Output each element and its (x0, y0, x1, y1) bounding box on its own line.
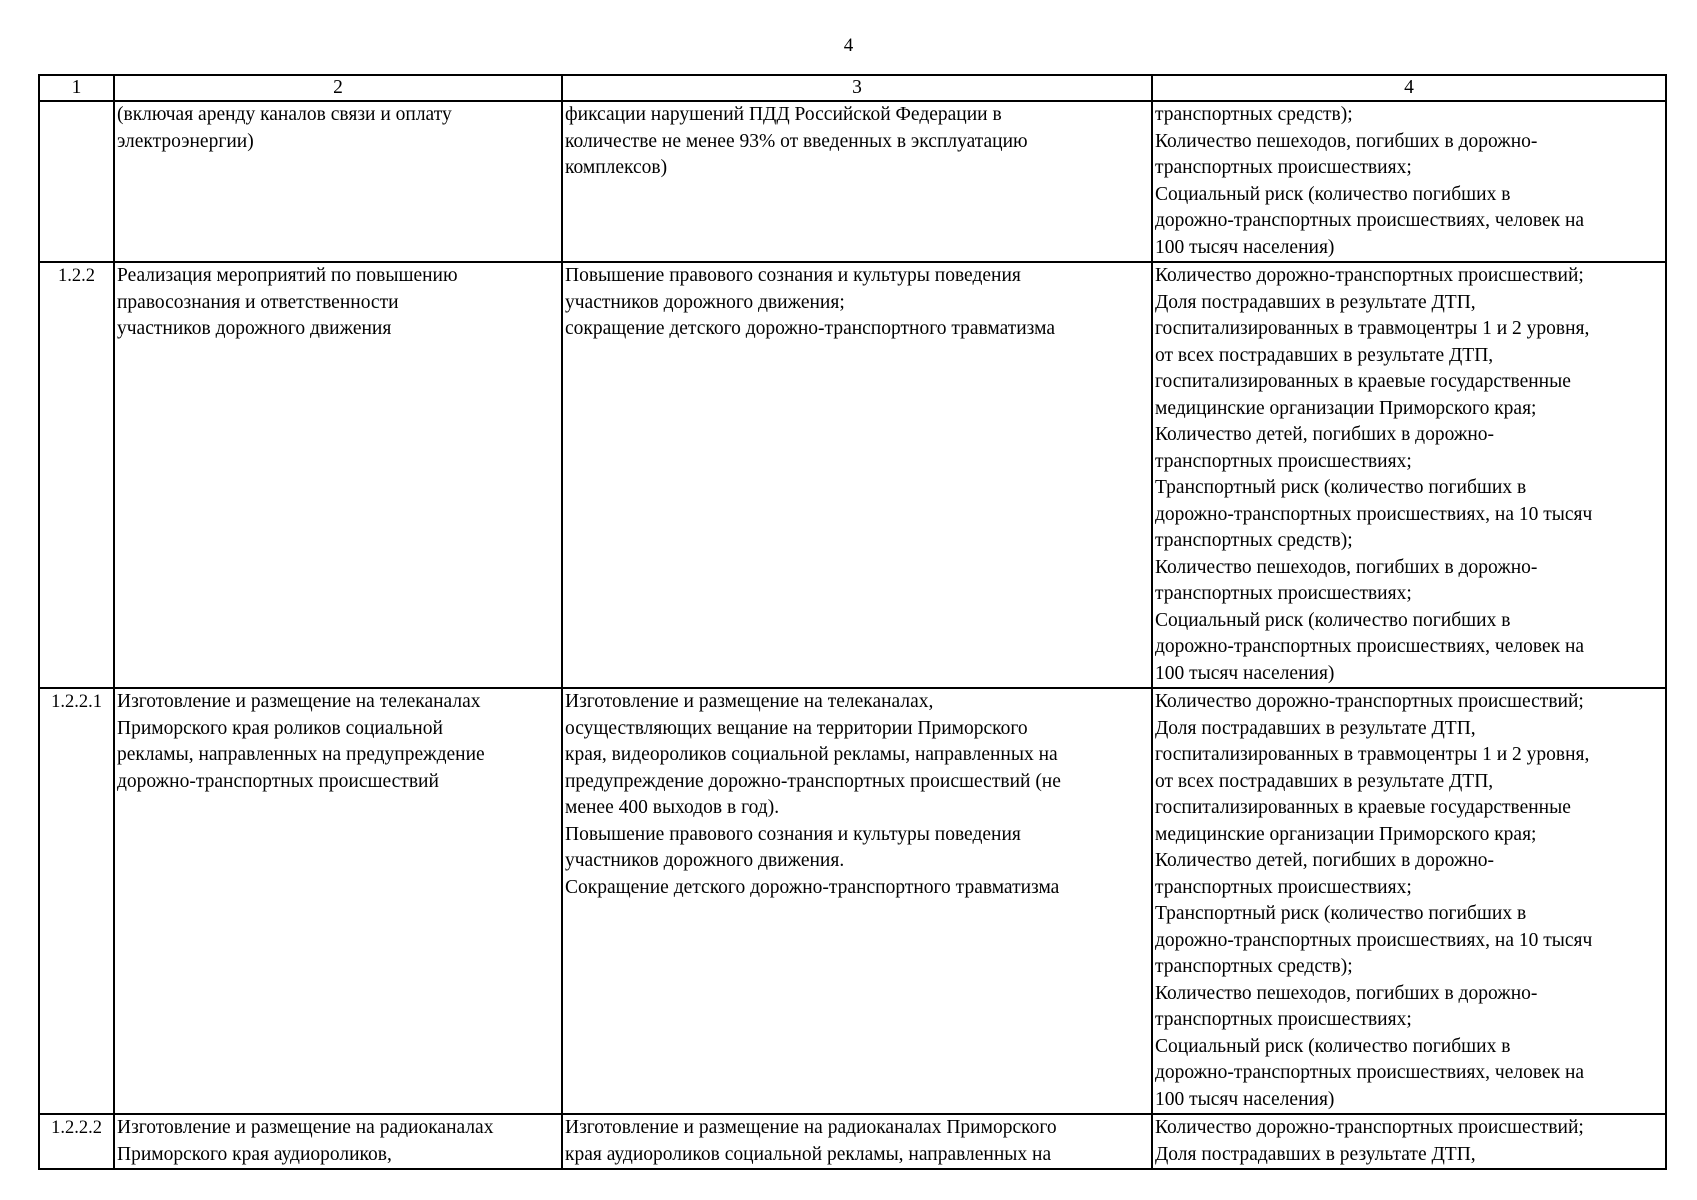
text-line: Повышение правового сознания и культуры поведения (565, 823, 1021, 845)
text-line: медицинские организации Приморского края; (1155, 397, 1537, 419)
text-line: комплексов) (565, 157, 668, 178)
text-line: Доля пострадавших в результате ДТП, (1155, 717, 1476, 739)
text-line: электроэнергии) (117, 130, 254, 152)
text-line: дорожно-транспортных происшествий (117, 770, 439, 792)
text-line: госпитализированных в краевые государственные (1155, 371, 1571, 392)
text-line: Сокращение детского дорожно-транспортного травматизма (565, 876, 1060, 898)
text-line: медицинские организации Приморского края; (1155, 823, 1537, 845)
indicators-cell (1152, 101, 1666, 262)
text-line: Количество дорожно-транспортных происшествий; (1155, 691, 1584, 712)
text-line: дорожно-транспортных происшествиях, на 10 тысяч (1155, 929, 1593, 951)
text-line: Изготовление и размещение на радиоканалах Приморского (565, 1117, 1057, 1138)
text-line: края аудиороликов социальной рекламы, направленных на (565, 1143, 1052, 1165)
text-line: осуществляющих вещание на территории Приморского (565, 717, 1028, 739)
text-line: госпитализированных в травмоцентры 1 и 2 уровня, (1155, 318, 1590, 339)
text-line: Количество дорожно-транспортных происшествий; (1155, 1117, 1584, 1138)
indicators-cell (1152, 262, 1666, 688)
expected-result-cell (562, 101, 1152, 262)
table-row (39, 1114, 1666, 1169)
text-line: транспортных средств); (1155, 530, 1353, 551)
text-line: транспортных происшествиях; (1155, 876, 1412, 898)
header-cell-3: 3 (562, 75, 1152, 101)
text-line: (включая аренду каналов связи и оплату (117, 104, 452, 125)
text-line: Количество пешеходов, погибших в дорожно- (1155, 130, 1538, 152)
text-line: Транспортный риск (количество погибших в (1155, 903, 1527, 924)
text-line: транспортных средств); (1155, 956, 1353, 977)
program-table (38, 74, 1667, 1170)
text-line: Приморского края аудиороликов, (117, 1143, 392, 1165)
text-line: правосознания и ответственности (117, 291, 399, 313)
row-number: 1.2.2.1 (39, 688, 114, 1114)
text-line: транспортных средств); (1155, 104, 1353, 125)
indicators-cell (1152, 688, 1666, 1114)
header-cell-2: 2 (114, 75, 562, 101)
text-line: госпитализированных в краевые государственные (1155, 797, 1571, 818)
expected-result-cell (562, 1114, 1152, 1169)
text-line: Количество пешеходов, погибших в дорожно- (1155, 556, 1538, 578)
text-line: от всех пострадавших в результате ДТП, (1155, 770, 1494, 792)
row-number: 1.2.2.2 (39, 1114, 114, 1169)
header-cell-4: 4 (1152, 75, 1666, 101)
event-name-cell (114, 688, 562, 1114)
row-number (39, 101, 114, 262)
text-line: Количество детей, погибших в дорожно- (1155, 424, 1494, 445)
text-line: участников дорожного движения. (565, 850, 845, 871)
table-header-row (39, 75, 1666, 101)
table-row (39, 688, 1666, 1114)
text-line: Доля пострадавших в результате ДТП, (1155, 291, 1476, 313)
text-line: Количество детей, погибших в дорожно- (1155, 850, 1494, 871)
row-number: 1.2.2 (39, 262, 114, 688)
text-line: участников дорожного движения; (565, 291, 845, 313)
text-line: менее 400 выходов в год). (565, 797, 780, 818)
text-line: сокращение детского дорожно-транспортного травматизма (565, 318, 1055, 339)
text-line: Количество пешеходов, погибших в дорожно- (1155, 982, 1538, 1004)
text-line: 100 тысяч населения) (1155, 236, 1335, 258)
text-line: дорожно-транспортных происшествиях, человек на (1155, 1062, 1585, 1083)
text-line: дорожно-транспортных происшествиях, человек на (1155, 636, 1585, 657)
text-line: Доля пострадавших в результате ДТП, (1155, 1143, 1476, 1165)
text-line: дорожно-транспортных происшествиях, на 10 тысяч (1155, 503, 1593, 525)
text-line: предупреждение дорожно-транспортных происшествий (не (565, 770, 1061, 792)
expected-result-cell (562, 688, 1152, 1114)
text-line: Социальный риск (количество погибших в (1155, 609, 1511, 631)
text-line: фиксации нарушений ПДД Российской Федерации в (565, 104, 1002, 125)
event-name-cell (114, 101, 562, 262)
text-line: Количество дорожно-транспортных происшествий; (1155, 265, 1584, 286)
text-line: от всех пострадавших в результате ДТП, (1155, 344, 1494, 366)
text-line: Изготовление и размещение на телеканалах (117, 691, 481, 712)
text-line: Изготовление и размещение на телеканалах, (565, 691, 934, 712)
text-line: участников дорожного движения (117, 318, 392, 339)
text-line: количестве не менее 93% от введенных в эксплуатацию (565, 130, 1028, 152)
expected-result-cell (562, 262, 1152, 688)
text-line: Социальный риск (количество погибших в (1155, 183, 1511, 205)
table-row (39, 101, 1666, 262)
text-line: рекламы, направленных на предупреждение (117, 744, 485, 765)
text-line: транспортных происшествиях; (1155, 450, 1412, 472)
text-line: транспортных происшествиях; (1155, 1009, 1412, 1030)
text-line: Изготовление и размещение на радиоканалах (117, 1117, 494, 1138)
text-line: Реализация мероприятий по повышению (117, 265, 458, 286)
text-line: Транспортный риск (количество погибших в (1155, 477, 1527, 498)
text-line: Социальный риск (количество погибших в (1155, 1035, 1511, 1057)
text-line: 100 тысяч населения) (1155, 662, 1335, 684)
text-line: Приморского края роликов социальной (117, 717, 443, 739)
indicators-cell (1152, 1114, 1666, 1169)
text-line: 100 тысяч населения) (1155, 1088, 1335, 1110)
event-name-cell (114, 1114, 562, 1169)
text-line: транспортных происшествиях; (1155, 583, 1412, 604)
text-line: Повышение правового сознания и культуры поведения (565, 265, 1021, 286)
text-line: дорожно-транспортных происшествиях, человек на (1155, 210, 1585, 231)
text-line: края, видеороликов социальной рекламы, направленных на (565, 744, 1058, 765)
event-name-cell (114, 262, 562, 688)
header-cell-1: 1 (39, 75, 114, 101)
text-line: транспортных происшествиях; (1155, 157, 1412, 178)
page-number: 4 (843, 35, 854, 56)
text-line: госпитализированных в травмоцентры 1 и 2 уровня, (1155, 744, 1590, 765)
table-row (39, 262, 1666, 688)
